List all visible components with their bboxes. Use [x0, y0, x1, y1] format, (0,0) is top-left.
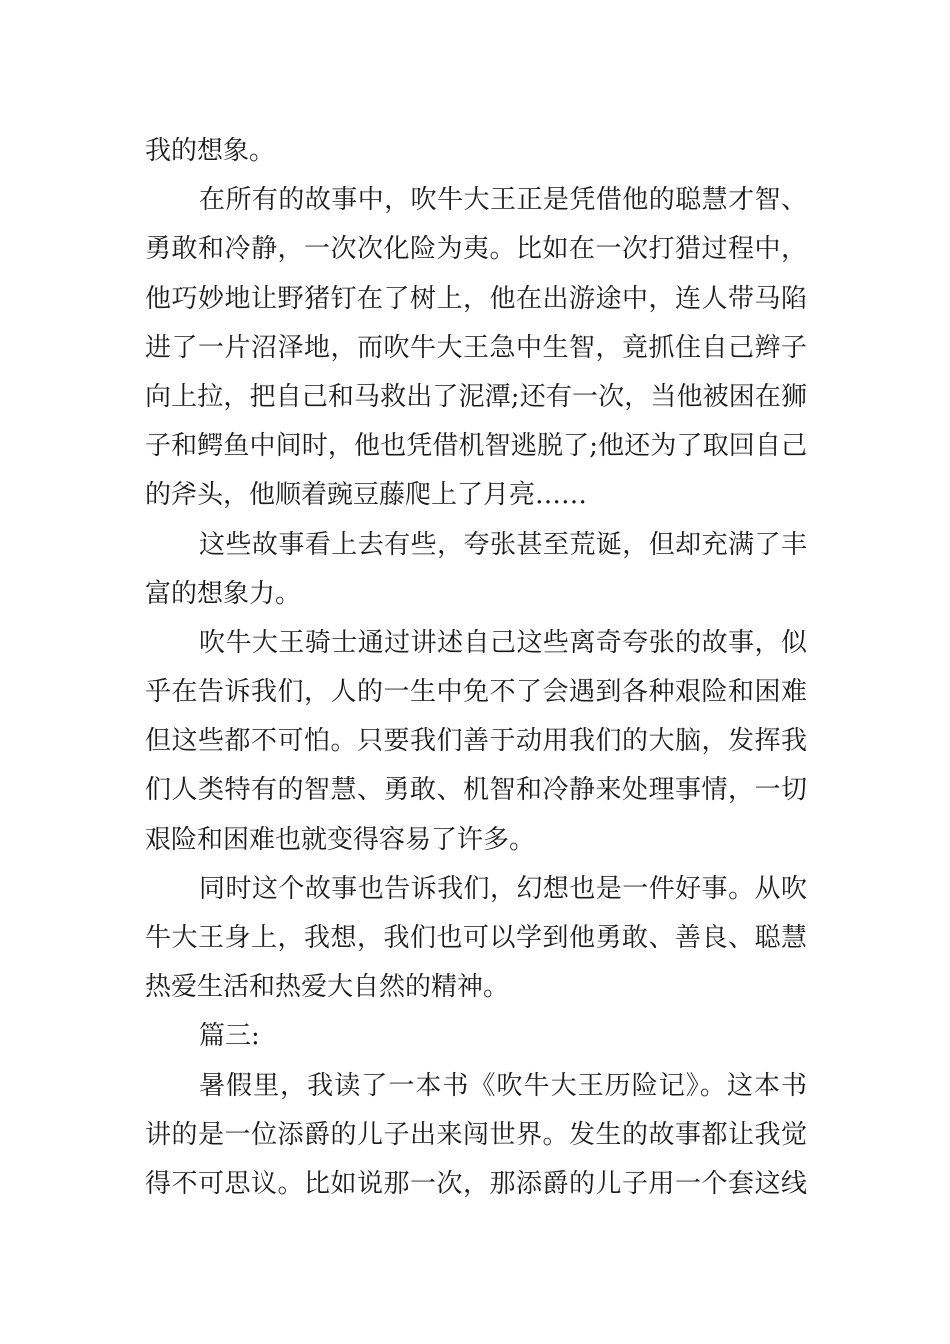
text-line-6: 向上拉，把自己和马救出了泥潭;还有一次，当他被困在狮 — [145, 381, 807, 412]
text-line-3: 勇敢和冷静，一次次化险为夷。比如在一次打猎过程中， — [145, 234, 807, 265]
text-line-20: 暑假里，我读了一本书《吹牛大王历险记》。这本书 — [199, 1070, 807, 1101]
text-line-17: 牛大王身上，我想，我们也可以学到他勇敢、善良、聪慧 — [145, 923, 807, 953]
text-line-11: 吹牛大王骑士通过讲述自己这些离奇夸张的故事，似 — [199, 627, 807, 658]
text-line-1: 我的想象。 — [145, 136, 276, 166]
text-line-8: 的斧头，他顺着豌豆藤爬上了月亮…… — [145, 480, 588, 511]
text-line-4: 他巧妙地让野猪钉在了树上，他在出游途中，连人带马陷 — [145, 283, 807, 314]
text-line-7: 子和鳄鱼中间时，他也凭借机智逃脱了;他还为了取回自己 — [145, 431, 807, 462]
section-heading: 篇三: — [199, 1021, 260, 1052]
text-line-5: 进了一片沼泽地，而吹牛大王急中生智，竟抓住自己辫子 — [145, 332, 807, 363]
text-line-10: 富的想象力。 — [145, 578, 302, 609]
text-line-16: 同时这个故事也告诉我们，幻想也是一件好事。从吹 — [199, 873, 807, 904]
text-line-15: 艰险和困难也就变得容易了许多。 — [145, 824, 536, 855]
text-line-14: 们人类特有的智慧、勇敢、机智和冷静来处理事情，一切 — [145, 775, 807, 806]
text-line-22: 得不可思议。比如说那一次，那添爵的儿子用一个套这线 — [145, 1168, 807, 1199]
text-line-21: 讲的是一位添爵的儿子出来闯世界。发生的故事都让我觉 — [145, 1119, 807, 1150]
text-line-13: 但这些都不可怕。只要我们善于动用我们的大脑，发挥我 — [145, 726, 807, 757]
document-body — [145, 127, 807, 1209]
text-line-18: 热爱生活和热爱大自然的精神。 — [145, 972, 510, 1003]
text-line-12: 乎在告诉我们，人的一生中免不了会遇到各种艰险和困难 — [145, 677, 807, 708]
text-line-9: 这些故事看上去有些，夸张甚至荒诞，但却充满了丰 — [199, 529, 807, 560]
text-line-2: 在所有的故事中，吹牛大王正是凭借他的聪慧才智、 — [199, 185, 807, 216]
